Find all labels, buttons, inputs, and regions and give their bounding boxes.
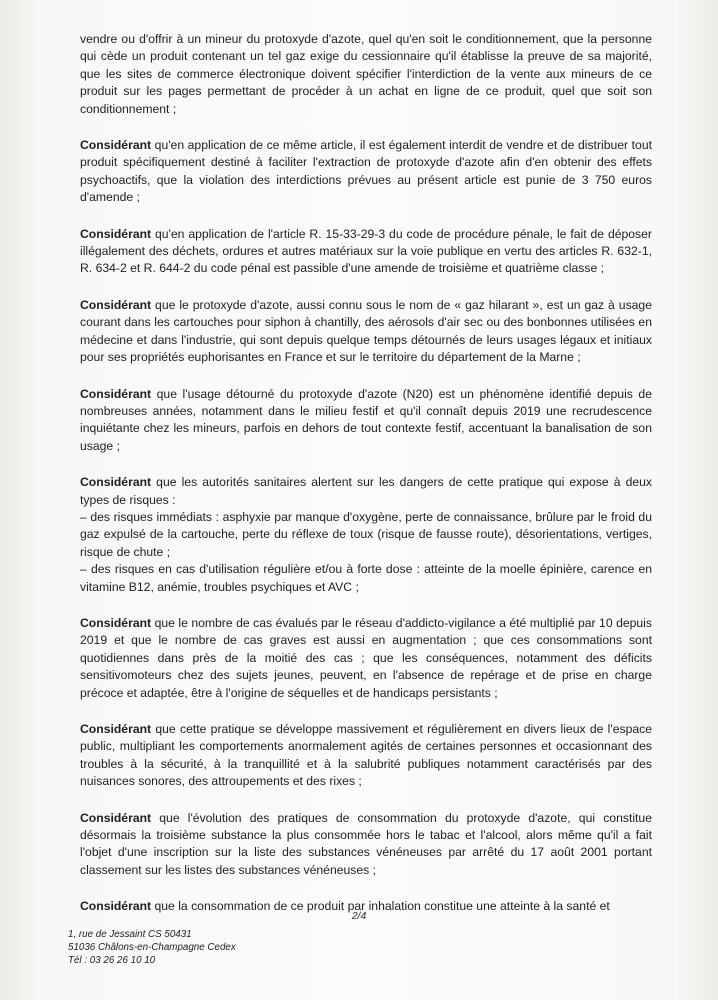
risk-list-item: – des risques en cas d'utilisation régulière et/ou à forte dose : atteinte de la moelle épinière, carence en vitamine B12, anémie, troubles psychiques et AVC ; [80,562,652,594]
paragraph-text: que l'évolution des pratiques de consommation du protoxyde d'azote, qui constitue désormais la troisième substance la plus consommée hors le tabac et l'alcool, alors même qu'il a fait l'objet d'une inscription sur la liste des substances vénéneuses par arrêté du 17 août 2001 portant classement sur les listes des substances vénéneuses ; [80,810,652,877]
footer-phone: Tél : 03 26 26 10 10 [68,955,156,967]
paragraph-considerant [80,137,652,207]
paragraph-continuation [80,31,652,118]
paragraph-text: que la consommation de ce produit par inhalation constitue une atteinte à la santé et [151,899,610,914]
paragraph-text: qu'en application de l'article R. 15-33-29-3 du code de procédure pénale, le fait de déposer illégalement des déchets, ordures et autres matériaux sur la voie publique en vertu des articles R. 632-1, R. 634-2 et R. 644-2 du code pénal est passible d'une amende de troisième et quatrième classe ; [80,226,652,276]
paragraph-text: que les autorités sanitaires alertent sur les dangers de cette pratique qui expose à deux types de risques : [80,475,652,507]
paragraph-lead: Considérant [80,722,152,736]
paragraph-considerant [80,721,652,791]
footer-address-line2: 51036 Châlons-en-Champagne Cedex [68,942,236,954]
paragraph-considerant-risks [80,474,652,596]
paragraph-considerant [80,810,652,880]
paragraph-text: que l'usage détourné du protoxyde d'azote (N20) est un phénomène identifié depuis de nombreuses années, notamment dans le milieu festif et qu'il connaît depuis 2019 une recrudescence inquiétante chez les mineurs, parfois en dehors de tout contexte festif, accentuant la banalisation de son usage ; [80,386,652,453]
paragraph-considerant [80,226,652,278]
paragraph-lead: Considérant [80,297,152,312]
paragraph-considerant [80,297,652,367]
paragraph-lead: Considérant [80,226,152,241]
paragraph-text: que cette pratique se développe massivement et régulièrement en divers lieux de l'espace public, multipliant les comportements anormalement agités de certaines personnes et occasionnant des troubles à la sécurité, à la tranquillité et à la salubrité publiques notamment caractérisés par des nuisances sonores, des attroupements et des rixes ; [80,722,652,789]
paragraph-considerant [80,386,652,456]
paragraph-text: que le nombre de cas évalués par le réseau d'addicto-vigilance a été multiplié par 10 depuis 2019 et que le nombre de cas graves est aussi en augmentation ; que ces consommations sont quotidiennes dans près de la moitié des cas ; que les conséquences, notamment des déficits sensitivomoteurs chez des sujets jeunes, peuvent, en l'absence de repérage et de prise en charge précoce et adaptée, être à l'origine de séquelles et de handicaps persistants ; [80,615,652,700]
paragraph-lead: Considérant [80,138,152,153]
footer-address-line1: 1, rue de Jessaint CS 50431 [68,929,192,940]
footer-address [68,928,236,968]
paragraph-lead: Considérant [80,899,152,914]
paragraph-lead: Considérant [80,475,152,490]
risk-list-item: – des risques immédiats : asphyxie par manque d'oxygène, perte de connaissance, brûlure par le froid du gaz expulsé de la cartouche, perte du réflexe de toux (risque de fausse route), désorientations, vertiges, risque de chute ; [80,509,652,559]
paragraph-text: que le protoxyde d'azote, aussi connu sous le nom de « gaz hilarant », est un gaz à usage courant dans les cartouches pour siphon à chantilly, des aérosols d'air sec ou des bonbonnes utilisées en médecine et dans l'industrie, qui sont depuis quelque temps détournés de leurs usages légaux et initiaux pour ses propriétés euphorisantes en France et sur le territoire du département de la Marne ; [80,297,652,365]
paragraph-lead: Considérant [80,810,152,825]
page-number: 2/4 [351,910,367,922]
paragraph-lead: Considérant [80,386,152,401]
document-body [80,31,652,935]
paragraph-lead: Considérant [80,615,152,630]
paragraph-text: qu'en application de ce même article, il est également interdit de vendre et de distribuer tout produit spécifiquement destiné à faciliter l'extraction de protoxyde d'azote afin d'en obtenir des effets psychoactifs, que la violation des interdictions prévues au présent article est punie de 3 750 euros d'amende ; [80,138,652,205]
paragraph-text: vendre ou d'offrir à un mineur du protoxyde d'azote, quel qu'en soit le conditionnement, que la personne qui cède un produit contenant un tel gaz exige du cessionnaire qu'il établisse la preuve de sa majorité, que les sites de commerce électronique doivent spécifier l'interdiction de la vente aux mineurs de ce produit sur les pages permettant de procéder à un achat en ligne de ce produit, quel que soit son conditionnement ; [80,32,652,116]
paragraph-considerant [80,615,652,702]
